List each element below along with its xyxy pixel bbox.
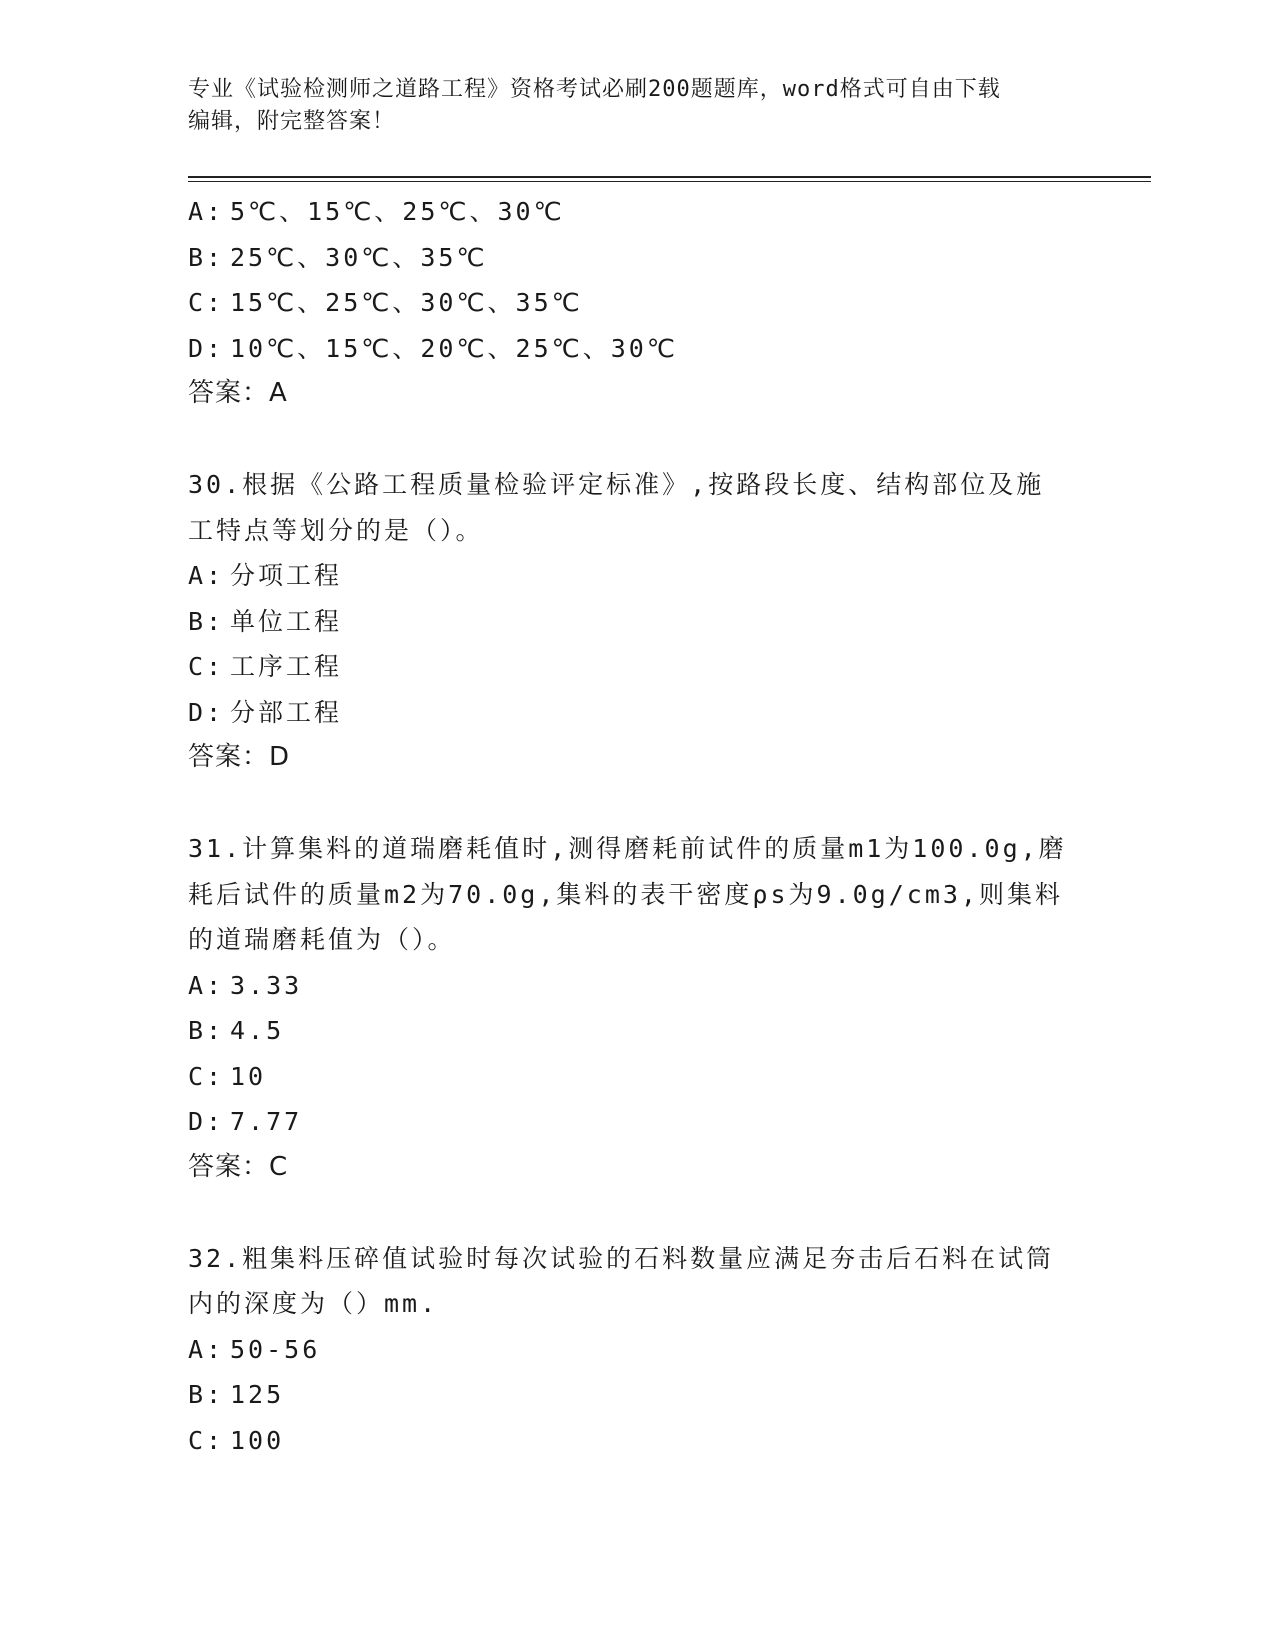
question-text-line: 30.根据《公路工程质量检验评定标准》,按路段长度、结构部位及施 (188, 470, 1045, 499)
option-text: 3.33 (230, 970, 303, 1000)
option-letter: B: (188, 1380, 225, 1409)
option-b (188, 235, 1088, 281)
question-31 (188, 826, 1088, 1190)
option-text: 5℃、15℃、25℃、30℃ (230, 197, 565, 226)
option-b (188, 1372, 1088, 1418)
spacer (188, 417, 1088, 463)
option-text: 分部工程 (230, 697, 343, 727)
option-d (188, 690, 1088, 736)
option-text: 10 (230, 1061, 267, 1091)
option-letter: A: (188, 561, 225, 590)
option-text: 4.5 (230, 1016, 285, 1045)
option-letter: B: (188, 606, 225, 636)
option-b (188, 1008, 1088, 1054)
option-letter: D: (188, 1107, 225, 1136)
spacer (188, 781, 1088, 827)
option-letter: B: (188, 1016, 225, 1045)
header-divider-thick (188, 176, 1151, 178)
option-text: 10℃、15℃、20℃、25℃、30℃ (230, 333, 678, 363)
option-text: 分项工程 (230, 561, 343, 590)
option-text: 15℃、25℃、30℃、35℃ (230, 288, 583, 317)
question-text-line: 的道瑞磨耗值为（）。 (188, 925, 456, 954)
question-text-line: 32.粗集料压碎值试验时每次试验的石料数量应满足夯击后石料在试筒 (188, 1243, 1055, 1273)
header-divider-thin (188, 181, 1151, 182)
option-letter: A: (188, 970, 225, 1000)
option-a (188, 963, 1088, 1009)
answer-line: 答案：A (188, 378, 288, 408)
option-letter: C: (188, 652, 225, 681)
option-letter: A: (188, 1334, 225, 1364)
option-letter: C: (188, 1425, 225, 1455)
option-text: 25℃、30℃、35℃ (230, 242, 488, 272)
option-text: 50-56 (230, 1334, 321, 1364)
question-text-line: 31.计算集料的道瑞磨耗值时,测得磨耗前试件的质量m1为100.0g,磨 (188, 834, 1067, 863)
option-a (188, 553, 1088, 599)
option-c (188, 1418, 1088, 1464)
option-d (188, 326, 1088, 372)
answer-line: 答案：D (188, 742, 291, 772)
option-text: 125 (230, 1380, 285, 1409)
option-d (188, 1099, 1088, 1145)
question-list (188, 189, 1088, 1463)
question-text-line: 耗后试件的质量m2为70.0g,集料的表干密度ρs为9.0g/cm3,则集料 (188, 879, 1063, 909)
option-text: 100 (230, 1425, 285, 1455)
option-letter: D: (188, 333, 225, 363)
option-text: 7.77 (230, 1107, 303, 1136)
option-text: 工序工程 (230, 652, 343, 681)
question-text-line: 工特点等划分的是（）。 (188, 515, 484, 545)
option-letter: D: (188, 697, 225, 727)
question-32 (188, 1236, 1088, 1464)
question-text-line: 内的深度为（）mm. (188, 1289, 439, 1318)
option-c (188, 1054, 1088, 1100)
option-c (188, 644, 1088, 690)
option-letter: C: (188, 1061, 225, 1091)
document-header (188, 74, 1088, 138)
question-30 (188, 462, 1088, 781)
header-line-1: 专业《试验检测师之道路工程》资格考试必刷200题题库，word格式可自由下载 (188, 77, 1001, 102)
answer-line: 答案：C (188, 1151, 289, 1182)
header-line-2: 编辑，附完整答案！ (188, 109, 396, 134)
option-letter: C: (188, 288, 225, 317)
spacer (188, 1190, 1088, 1236)
question-29 (188, 189, 1088, 417)
option-b (188, 599, 1088, 645)
option-letter: A: (188, 197, 225, 226)
option-letter: B: (188, 242, 225, 272)
option-a (188, 1327, 1088, 1373)
option-c (188, 280, 1088, 326)
option-text: 单位工程 (230, 606, 343, 636)
option-a (188, 189, 1088, 235)
